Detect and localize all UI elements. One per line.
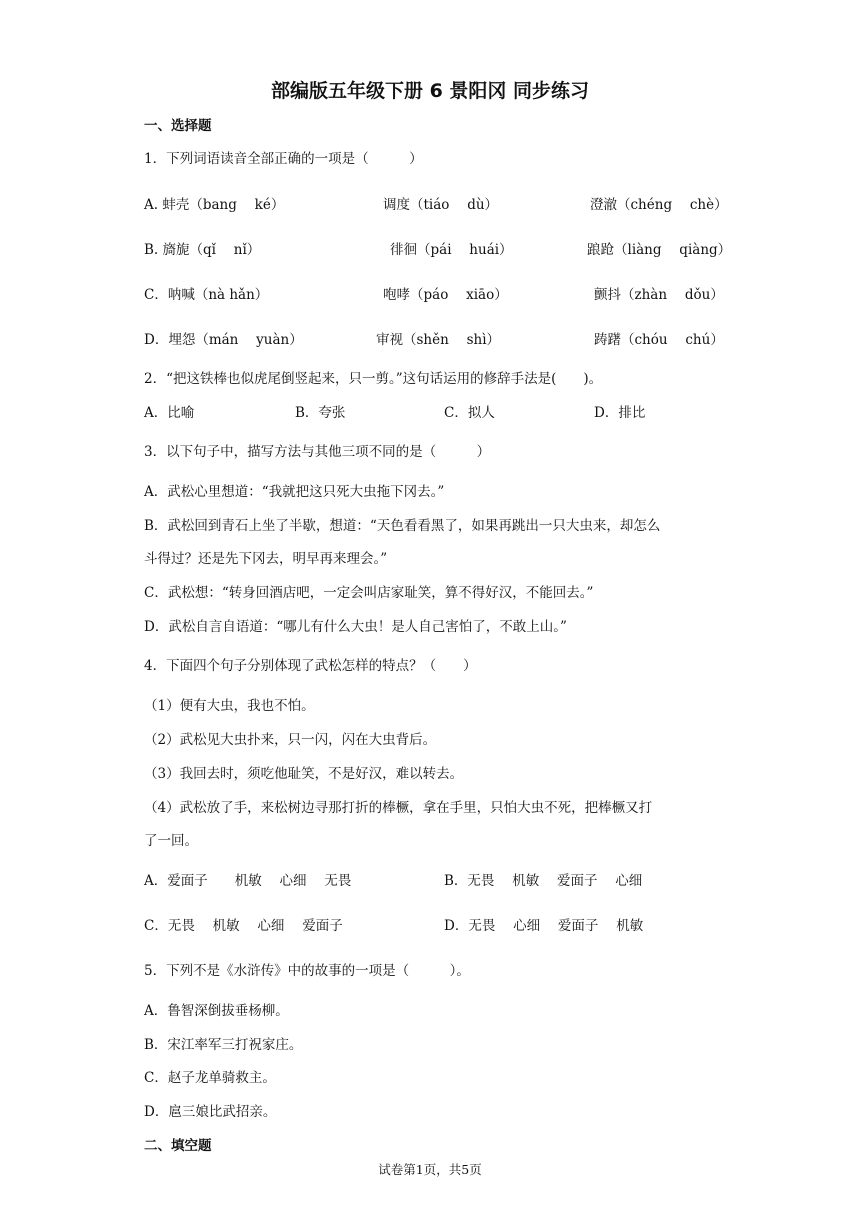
q2-option-c: C．拟人 bbox=[444, 405, 495, 421]
q4-sentence-4-line2: 了一回。 bbox=[144, 833, 198, 849]
q5-option-d: D．扈三娘比武招亲。 bbox=[144, 1104, 277, 1120]
q4-option-a: A．爱面子 机敏 心细 无畏 bbox=[144, 873, 352, 889]
q3-option-b-line2: 斗得过？还是先下冈去，明早再来理会。” bbox=[144, 551, 388, 567]
q3-option-c: C．武松想：“转身回酒店吧，一定会叫店家耻笑，算不得好汉，不能回去。” bbox=[144, 585, 594, 601]
q1-option-a-word1: A. 蚌壳（bang ké） bbox=[144, 197, 285, 213]
q1-option-c-word3: 颤抖（zhàn dǒu） bbox=[594, 287, 724, 303]
question-5-stem: 5．下列不是《水浒传》中的故事的一项是（ ）。 bbox=[144, 963, 470, 979]
q4-option-c: C．无畏 机敏 心细 爱面子 bbox=[144, 918, 343, 934]
q1-option-c-word1: C．呐喊（nà hǎn） bbox=[144, 287, 269, 303]
question-3-stem: 3．以下句子中，描写方法与其他三项不同的是（ ） bbox=[144, 444, 491, 460]
q3-option-b-line1: B．武松回到青石上坐了半歇，想道：“天色看看黑了，如果再跳出一只大虫来，却怎么 bbox=[144, 518, 661, 534]
page-footer: 试卷第1页，共5页 bbox=[378, 1162, 482, 1177]
q5-option-c: C．赵子龙单骑救主。 bbox=[144, 1070, 276, 1086]
q1-option-d-word3: 踌躇（chóu chú） bbox=[594, 332, 724, 348]
question-1-stem: 1．下列词语读音全部正确的一项是（ ） bbox=[144, 151, 423, 167]
q1-option-b-word3: 踉跄（liàng qiàng） bbox=[587, 242, 732, 258]
q4-sentence-3: （3）我回去时，须吃他耻笑，不是好汉，难以转去。 bbox=[144, 766, 464, 782]
question-2-stem: 2．“把这铁棒也似虎尾倒竖起来，只一剪。”这句话运用的修辞手法是( )。 bbox=[144, 371, 603, 387]
q2-option-b: B．夸张 bbox=[295, 405, 346, 421]
q3-option-d: D．武松自言自语道：“哪儿有什么大虫！是人自己害怕了，不敢上山。” bbox=[144, 619, 567, 635]
q1-option-d-word1: D．埋怨（mán yuàn） bbox=[144, 332, 303, 348]
q5-option-a: A．鲁智深倒拔垂杨柳。 bbox=[144, 1003, 289, 1019]
q1-option-a-word3: 澄澈（chéng chè） bbox=[590, 197, 728, 213]
q4-option-d: D．无畏 心细 爱面子 机敏 bbox=[444, 918, 644, 934]
q1-option-c-word2: 咆哮（páo xiāo） bbox=[383, 287, 508, 303]
q4-sentence-1: （1）便有大虫，我也不怕。 bbox=[144, 698, 315, 714]
question-4-stem: 4．下面四个句子分别体现了武松怎样的特点？（ ） bbox=[144, 658, 477, 674]
q5-option-b: B．宋江率军三打祝家庄。 bbox=[144, 1037, 303, 1053]
page-title: 部编版五年级下册 6 景阳冈 同步练习 bbox=[270, 80, 590, 102]
q1-option-b-word2: 徘徊（pái huái） bbox=[390, 242, 513, 258]
q4-sentence-2: （2）武松见大虫扑来，只一闪，闪在大虫背后。 bbox=[144, 732, 437, 748]
q3-option-a: A．武松心里想道：“我就把这只死大虫拖下冈去。” bbox=[144, 484, 445, 500]
q4-option-b: B．无畏 机敏 爱面子 心细 bbox=[444, 873, 643, 889]
section-heading-choice: 一、选择题 bbox=[144, 118, 212, 134]
q1-option-d-word2: 审视（shěn shì） bbox=[376, 332, 501, 348]
section-heading-fill: 二、填空题 bbox=[144, 1138, 212, 1154]
q2-option-d: D．排比 bbox=[594, 405, 646, 421]
q2-option-a: A．比喻 bbox=[144, 405, 195, 421]
q1-option-b-word1: B. 旖旎（qǐ nǐ） bbox=[144, 242, 261, 258]
q1-option-a-word2: 调度（tiáo dù） bbox=[383, 197, 499, 213]
q4-sentence-4-line1: （4）武松放了手，来松树边寻那打折的棒橛，拿在手里，只怕大虫不死，把棒橛又打 bbox=[144, 800, 653, 816]
